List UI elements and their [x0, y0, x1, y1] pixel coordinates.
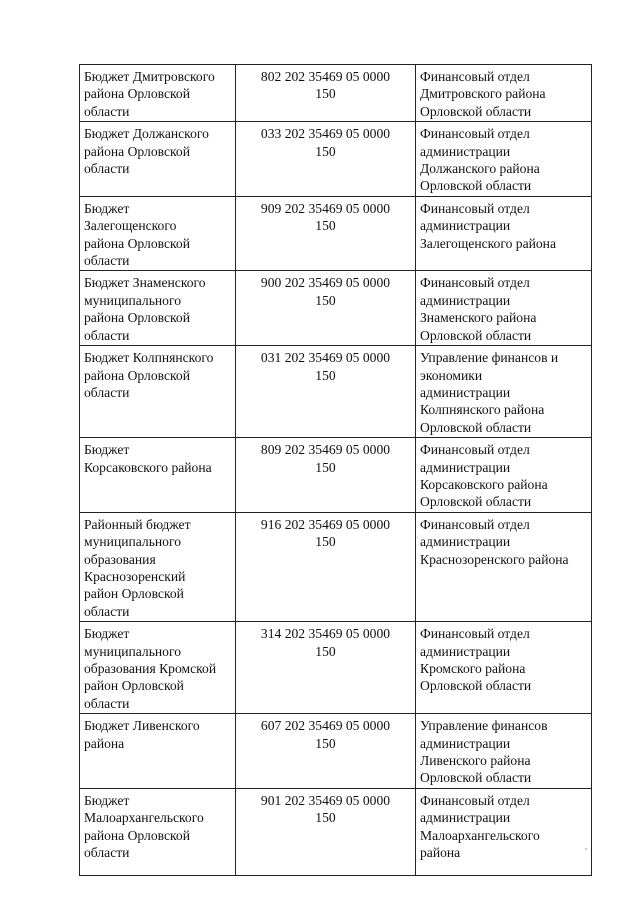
budget-name-cell	[80, 346, 236, 438]
cell-text-line: района	[420, 845, 461, 861]
cell-text-line: области	[84, 103, 130, 119]
scan-speck	[585, 848, 587, 850]
cell-text-line: экономики	[420, 367, 483, 383]
cell-text-line: области	[84, 253, 130, 269]
cell-text-line: муниципального	[84, 534, 182, 550]
budget-code-cell	[236, 346, 416, 438]
cell-text-line: Финансовый отдел	[420, 69, 530, 84]
cell-text-line: 150	[315, 534, 336, 550]
cell-text-line: района Орловской	[84, 235, 190, 251]
cell-text-line: 150	[315, 367, 336, 383]
budget-code-cell	[236, 788, 416, 875]
cell-text-line: области	[84, 327, 130, 343]
cell-text-line: администрации	[420, 143, 511, 159]
table-row	[80, 271, 592, 346]
budget-code-cell	[236, 271, 416, 346]
administrator-cell	[416, 65, 592, 122]
budget-code-cell	[236, 65, 416, 122]
cell-text-line: муниципального	[84, 292, 182, 308]
cell-text-line: 809 202 35469 05 0000	[260, 442, 391, 458]
administrator-cell	[416, 714, 592, 789]
cell-text-line: Орловской области	[420, 103, 532, 119]
cell-text-line: области	[84, 695, 130, 711]
budget-name-cell	[80, 512, 236, 621]
budget-code-cell	[236, 714, 416, 789]
cell-text-line: района Орловской	[84, 367, 190, 383]
cell-text-line: администрации	[420, 218, 511, 234]
cell-text-line: администрации	[420, 384, 511, 400]
cell-text-line: район Орловской	[84, 678, 184, 694]
cell-text-line: района Орловской	[84, 86, 190, 102]
cell-text-line: Бюджет Ливенского	[84, 718, 200, 734]
budget-name-cell	[80, 438, 236, 513]
cell-text-line: Знаменского района	[420, 310, 537, 326]
cell-text-line: области	[84, 384, 130, 400]
table-row	[80, 714, 592, 789]
table-row	[80, 65, 592, 122]
cell-text-line: администрации	[420, 292, 511, 308]
cell-text-line: района Орловской	[84, 310, 190, 326]
cell-text-line: 150	[315, 143, 336, 159]
budget-table	[79, 64, 592, 876]
cell-text-line: Финансовый отдел	[420, 200, 530, 216]
administrator-cell	[416, 196, 592, 271]
cell-text-line: Бюджет	[84, 792, 130, 808]
administrator-cell	[416, 622, 592, 714]
cell-text-line: 150	[315, 643, 336, 659]
budget-code-cell	[236, 438, 416, 513]
administrator-cell	[416, 122, 592, 197]
cell-text-line: Залегощенского района	[420, 235, 556, 251]
cell-text-line: 150	[315, 292, 336, 308]
cell-text-line: Корсаковского района	[420, 476, 548, 492]
cell-text-line: 909 202 35469 05 0000	[260, 200, 391, 216]
cell-text-line: 900 202 35469 05 0000	[260, 275, 391, 291]
cell-text-line: района	[84, 735, 125, 751]
cell-text-line: Бюджет Дмитровского	[84, 69, 215, 84]
cell-text-line: области	[84, 603, 130, 619]
table-row	[80, 122, 592, 197]
cell-text-line: администрации	[420, 643, 511, 659]
cell-text-line: район Орловской	[84, 586, 184, 602]
budget-name-cell	[80, 788, 236, 875]
cell-text-line: Бюджет	[84, 626, 130, 642]
cell-text-line: района Орловской	[84, 827, 190, 843]
cell-text-line: 150	[315, 86, 336, 102]
cell-text-line: Кромского района	[420, 661, 526, 676]
cell-text-line: Финансовый отдел	[420, 792, 530, 808]
cell-text-line: 031 202 35469 05 0000	[260, 350, 391, 366]
cell-text-line: Дмитровского района	[420, 86, 546, 102]
cell-text-line: 150	[315, 459, 336, 475]
cell-text-line: 802 202 35469 05 0000	[260, 69, 391, 84]
cell-text-line: 033 202 35469 05 0000	[260, 126, 391, 142]
cell-text-line: Колпнянского района	[420, 402, 545, 418]
cell-text-line: Финансовый отдел	[420, 516, 530, 532]
cell-text-line: Финансовый отдел	[420, 126, 530, 142]
budget-name-cell	[80, 196, 236, 271]
cell-text-line: Краснозоренский	[84, 568, 186, 584]
cell-text-line: администрации	[420, 810, 511, 826]
cell-text-line: Управление финансов	[420, 718, 548, 734]
cell-text-line: администрации	[420, 534, 511, 550]
cell-text-line: Орловской области	[420, 178, 532, 194]
cell-text-line: муниципального	[84, 643, 182, 659]
table-body	[80, 65, 592, 876]
budget-name-cell	[80, 65, 236, 122]
cell-text-line: Орловской области	[420, 419, 532, 435]
table-row	[80, 788, 592, 875]
table-row	[80, 346, 592, 438]
cell-text-line: администрации	[420, 459, 511, 475]
administrator-cell	[416, 271, 592, 346]
cell-text-line: Орловской области	[420, 678, 532, 694]
cell-text-line: Залегощенского	[84, 218, 177, 234]
cell-text-line: 607 202 35469 05 0000	[260, 718, 391, 734]
administrator-cell	[416, 788, 592, 875]
cell-text-line: Ливенского района	[420, 753, 531, 769]
cell-text-line: 916 202 35469 05 0000	[260, 516, 391, 532]
cell-text-line: Бюджет Колпнянского	[84, 350, 214, 366]
cell-text-line: Финансовый отдел	[420, 626, 530, 642]
cell-text-line: Районный бюджет	[84, 516, 191, 532]
budget-code-cell	[236, 512, 416, 621]
cell-text-line: Орловской области	[420, 494, 532, 510]
cell-text-line: Орловской области	[420, 770, 532, 786]
table-row	[80, 196, 592, 271]
budget-code-cell	[236, 122, 416, 197]
cell-text-line: 314 202 35469 05 0000	[260, 626, 391, 642]
table-row	[80, 438, 592, 513]
budget-code-cell	[236, 622, 416, 714]
cell-text-line: района Орловской	[84, 143, 190, 159]
cell-text-line: Краснозоренского района	[420, 551, 569, 567]
cell-text-line: Управление финансов и	[420, 350, 559, 366]
cell-text-line: Бюджет	[84, 442, 130, 458]
cell-text-line: Должанского района	[420, 161, 540, 177]
cell-text-line: Финансовый отдел	[420, 442, 530, 458]
administrator-cell	[416, 438, 592, 513]
cell-text-line: Бюджет	[84, 200, 130, 216]
budget-code-cell	[236, 196, 416, 271]
cell-text-line: образования	[84, 551, 156, 567]
cell-text-line: Малоархангельского	[84, 810, 204, 826]
cell-text-line: Орловской области	[420, 327, 532, 343]
cell-text-line: Финансовый отдел	[420, 275, 530, 291]
cell-text-line: 901 202 35469 05 0000	[260, 792, 391, 808]
table-row	[80, 622, 592, 714]
administrator-cell	[416, 346, 592, 438]
cell-text-line: Малоархангельского	[420, 827, 540, 843]
budget-name-cell	[80, 122, 236, 197]
table-row	[80, 512, 592, 621]
budget-name-cell	[80, 622, 236, 714]
cell-text-line: 150	[315, 810, 336, 826]
cell-text-line: администрации	[420, 735, 511, 751]
cell-text-line: 150	[315, 218, 336, 234]
cell-text-line: Бюджет Должанского	[84, 126, 209, 142]
cell-text-line: области	[84, 161, 130, 177]
cell-text-line: Корсаковского района	[84, 459, 212, 475]
budget-name-cell	[80, 714, 236, 789]
administrator-cell	[416, 512, 592, 621]
cell-text-line: области	[84, 845, 130, 861]
budget-name-cell	[80, 271, 236, 346]
cell-text-line: Бюджет Знаменского	[84, 275, 206, 291]
cell-text-line: образования Кромской	[84, 661, 217, 676]
cell-text-line: 150	[315, 735, 336, 751]
